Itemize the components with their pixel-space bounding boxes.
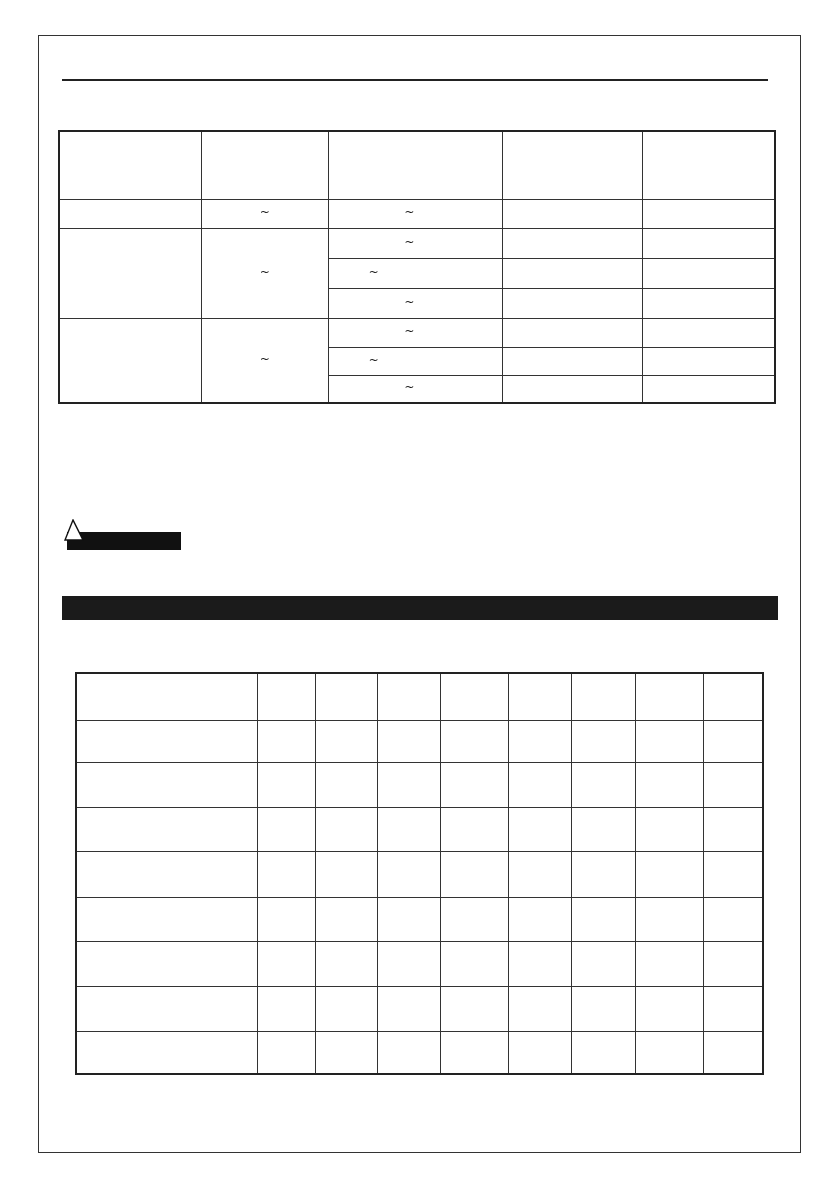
- table-cell: [441, 897, 509, 941]
- tilde-mark: ~: [404, 205, 415, 219]
- table-cell: [635, 897, 703, 941]
- table-cell: [703, 673, 763, 720]
- table-cell: [509, 673, 572, 720]
- table-cell: [315, 897, 377, 941]
- table-cell: [315, 720, 377, 762]
- table-cell: [703, 986, 763, 1031]
- table-row: [59, 228, 775, 258]
- tilde-mark: ~: [404, 294, 415, 309]
- table-cell: [509, 941, 572, 986]
- table-cell: [572, 1031, 636, 1074]
- table-cell: [257, 986, 315, 1031]
- table-cell: [257, 897, 315, 941]
- table-cell: [509, 897, 572, 941]
- table-cell: [315, 851, 377, 897]
- tilde-mark: ~: [404, 324, 415, 338]
- tilde-mark: ~: [404, 380, 415, 395]
- table-row: [76, 762, 763, 807]
- table-row: [76, 720, 763, 762]
- table-cell: [509, 807, 572, 851]
- table-cell: [441, 1031, 509, 1074]
- table-cell: [257, 851, 315, 897]
- table-cell: [328, 288, 503, 318]
- table-cell: [377, 986, 441, 1031]
- table-row: [59, 199, 775, 228]
- table-cell: [572, 851, 636, 897]
- table-cell: [59, 318, 202, 403]
- table-cell: [76, 986, 257, 1031]
- table-cell: [642, 199, 775, 228]
- table-cell: [76, 851, 257, 897]
- table-cell: [635, 851, 703, 897]
- table-cell: [257, 1031, 315, 1074]
- table-cell: [202, 228, 329, 318]
- table-cell: [315, 673, 377, 720]
- table-cell: [503, 375, 643, 403]
- table-cell: [503, 288, 643, 318]
- table-cell: [635, 986, 703, 1031]
- tilde-mark: ~: [259, 205, 270, 219]
- table-cell: [377, 720, 441, 762]
- table-cell: [202, 199, 329, 228]
- table-cell: [642, 228, 775, 258]
- caution-tag: [63, 519, 181, 551]
- table-cell: [441, 720, 509, 762]
- table-cell: [377, 673, 441, 720]
- table-cell: [572, 762, 636, 807]
- table-row: [59, 318, 775, 347]
- table-row: [76, 1031, 763, 1074]
- table-cell: [441, 941, 509, 986]
- table-row: [76, 941, 763, 986]
- table-cell: [503, 131, 643, 199]
- table-cell: [509, 762, 572, 807]
- table-cell: [503, 199, 643, 228]
- spec-table: [58, 130, 776, 404]
- table-cell: [328, 131, 503, 199]
- table-cell: [635, 1031, 703, 1074]
- tilde-mark: ~: [259, 264, 270, 279]
- table-cell: [377, 762, 441, 807]
- table-cell: [703, 897, 763, 941]
- table-cell: [572, 807, 636, 851]
- grid-table-body: [76, 673, 763, 1074]
- table-cell: [509, 851, 572, 897]
- table-cell: [328, 375, 503, 403]
- table-cell: [509, 720, 572, 762]
- table-cell: [257, 673, 315, 720]
- table-cell: [76, 720, 257, 762]
- table-cell: [703, 941, 763, 986]
- table-cell: [572, 986, 636, 1031]
- table-cell: [642, 131, 775, 199]
- table-cell: [315, 986, 377, 1031]
- table-cell: [76, 1031, 257, 1074]
- table-cell: [76, 673, 257, 720]
- table-cell: [703, 1031, 763, 1074]
- table-cell: [257, 941, 315, 986]
- table-cell: [635, 673, 703, 720]
- tilde-mark: ~: [368, 352, 379, 367]
- tilde-mark: ~: [404, 234, 415, 249]
- table-cell: [441, 807, 509, 851]
- warning-triangle-icon: [63, 519, 93, 551]
- table-cell: [377, 897, 441, 941]
- table-cell: [315, 941, 377, 986]
- table-row: [76, 673, 763, 720]
- table-cell: [59, 199, 202, 228]
- table-cell: [441, 673, 509, 720]
- table-cell: [377, 851, 441, 897]
- table-cell: [328, 347, 503, 375]
- table-cell: [76, 762, 257, 807]
- tilde-mark: ~: [368, 264, 379, 279]
- table-cell: [59, 228, 202, 318]
- table-cell: [328, 199, 503, 228]
- table-cell: [642, 258, 775, 288]
- table-cell: [572, 941, 636, 986]
- table-cell: [257, 762, 315, 807]
- table-cell: [328, 258, 503, 288]
- table-row: [76, 986, 763, 1031]
- table-cell: [703, 807, 763, 851]
- table-cell: [509, 1031, 572, 1074]
- tilde-mark: ~: [259, 351, 270, 366]
- table-cell: [572, 720, 636, 762]
- table-cell: [377, 807, 441, 851]
- table-cell: [635, 807, 703, 851]
- grid-table: [75, 672, 764, 1075]
- table-row: [76, 897, 763, 941]
- header-rule: [62, 79, 768, 81]
- table-cell: [315, 762, 377, 807]
- table-cell: [635, 941, 703, 986]
- table-cell: [202, 318, 329, 403]
- table-cell: [315, 807, 377, 851]
- table-cell: [328, 228, 503, 258]
- table-cell: [503, 318, 643, 347]
- table-cell: [257, 720, 315, 762]
- table-cell: [503, 228, 643, 258]
- table-cell: [503, 347, 643, 375]
- table-cell: [377, 1031, 441, 1074]
- table-cell: [202, 131, 329, 199]
- table-cell: [441, 762, 509, 807]
- table-cell: [703, 762, 763, 807]
- table-cell: [76, 941, 257, 986]
- table-cell: [642, 288, 775, 318]
- table-cell: [441, 851, 509, 897]
- table-cell: [572, 897, 636, 941]
- table-cell: [59, 131, 202, 199]
- table-cell: [642, 375, 775, 403]
- table-row: [76, 807, 763, 851]
- table-row: [76, 851, 763, 897]
- table-row: [59, 131, 775, 199]
- table-cell: [377, 941, 441, 986]
- section-heading-band: [62, 596, 778, 620]
- table-cell: [703, 720, 763, 762]
- table-cell: [703, 851, 763, 897]
- table-cell: [441, 986, 509, 1031]
- table-cell: [635, 762, 703, 807]
- table-cell: [635, 720, 703, 762]
- table-cell: [642, 347, 775, 375]
- table-cell: [328, 318, 503, 347]
- table-cell: [572, 673, 636, 720]
- table-cell: [503, 258, 643, 288]
- table-cell: [509, 986, 572, 1031]
- table-cell: [76, 807, 257, 851]
- table-cell: [642, 318, 775, 347]
- table-cell: [315, 1031, 377, 1074]
- table-cell: [257, 807, 315, 851]
- table-cell: [76, 897, 257, 941]
